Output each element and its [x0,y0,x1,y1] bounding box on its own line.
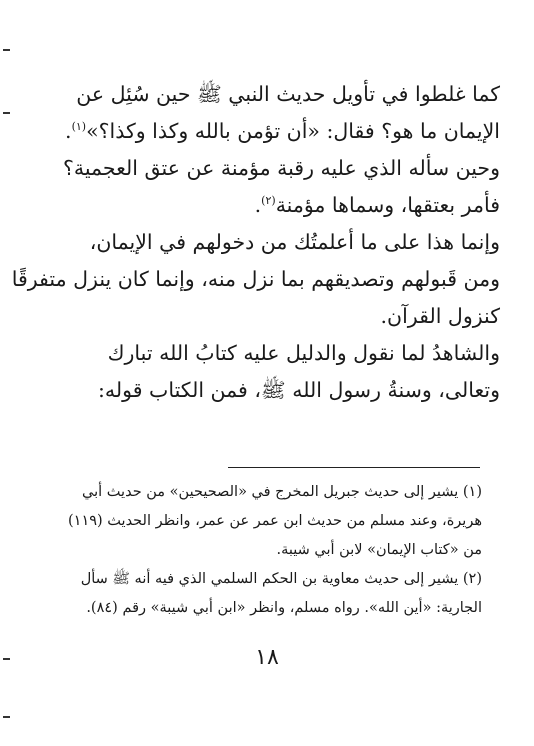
line-text: والشاهدُ لما نقول والدليل عليه كتابُ الله تبارك [107,341,500,365]
line-text: الإيمان ما هو؟ فقال: «أن تؤمن بالله وكذا وكذا؟» [86,119,500,143]
margin-mark [3,112,10,114]
text-line [40,335,500,372]
margin-mark [3,716,10,718]
line-text: وإنما هذا على ما أعلمتُك من دخولهم في الإيمان، [89,230,500,254]
footnote-line: الجارية: «أين الله». رواه مسلم، وانظر «ابن أبي شيبة» رقم (٨٤). [86,600,482,616]
main-text [11,76,500,409]
page-number: ١٨ [255,645,279,670]
footnote-ref: (٢) [261,194,276,208]
footnote-line: (٢) يشير إلى حديث معاوية بن الحكم السلمي الذي فيه أنه ﷺ سأل [80,571,482,587]
paragraph-3 [11,224,500,335]
line-text: ومن قَبولهم وتصديقهم بما نزل منه، وإنما كان ينزل متفرقًا [11,267,500,291]
footnotes [38,478,482,623]
footnote-separator [228,467,480,468]
line-text: كما غلطوا في تأويل حديث النبي ﷺ حين سُئِل عن [76,82,500,106]
footnote-2 [38,565,482,623]
footnote-line: هريرة، وعند مسلم من حديث ابن عمر عن عمر، وانظر الحديث (١١٩) [67,513,482,529]
text-line [40,224,500,261]
line-text: وحين سأله الذي عليه رقبة مؤمنة عن عتق العجمية؟ [62,156,500,180]
margin-mark [3,49,10,51]
line-text: وتعالى، وسنةُ رسول الله ﷺ، فمن الكتاب قوله: [97,378,500,402]
text-line [40,372,500,409]
line-text: كنزول القرآن. [380,304,500,328]
text-line [40,150,500,187]
line-text: فأمر بعتقها، وسماها مؤمنة [275,193,500,217]
text-line [11,261,500,298]
text-line [40,298,500,335]
paragraph-1 [40,76,500,150]
footnote-1 [38,478,482,565]
footnote-line: (١) يشير إلى حديث جبريل المخرج في «الصحيحين» من حديث أبي [82,484,482,500]
line-punct: . [254,193,262,217]
footnote-ref: (١) [71,120,87,134]
text-line [40,76,500,113]
line-punct: . [65,119,72,143]
paragraph-4 [40,335,500,409]
paragraph-2 [40,150,500,224]
footnote-line: من «كتاب الإيمان» لابن أبي شيبة. [276,542,482,558]
text-line [40,113,500,150]
text-line [40,187,500,224]
